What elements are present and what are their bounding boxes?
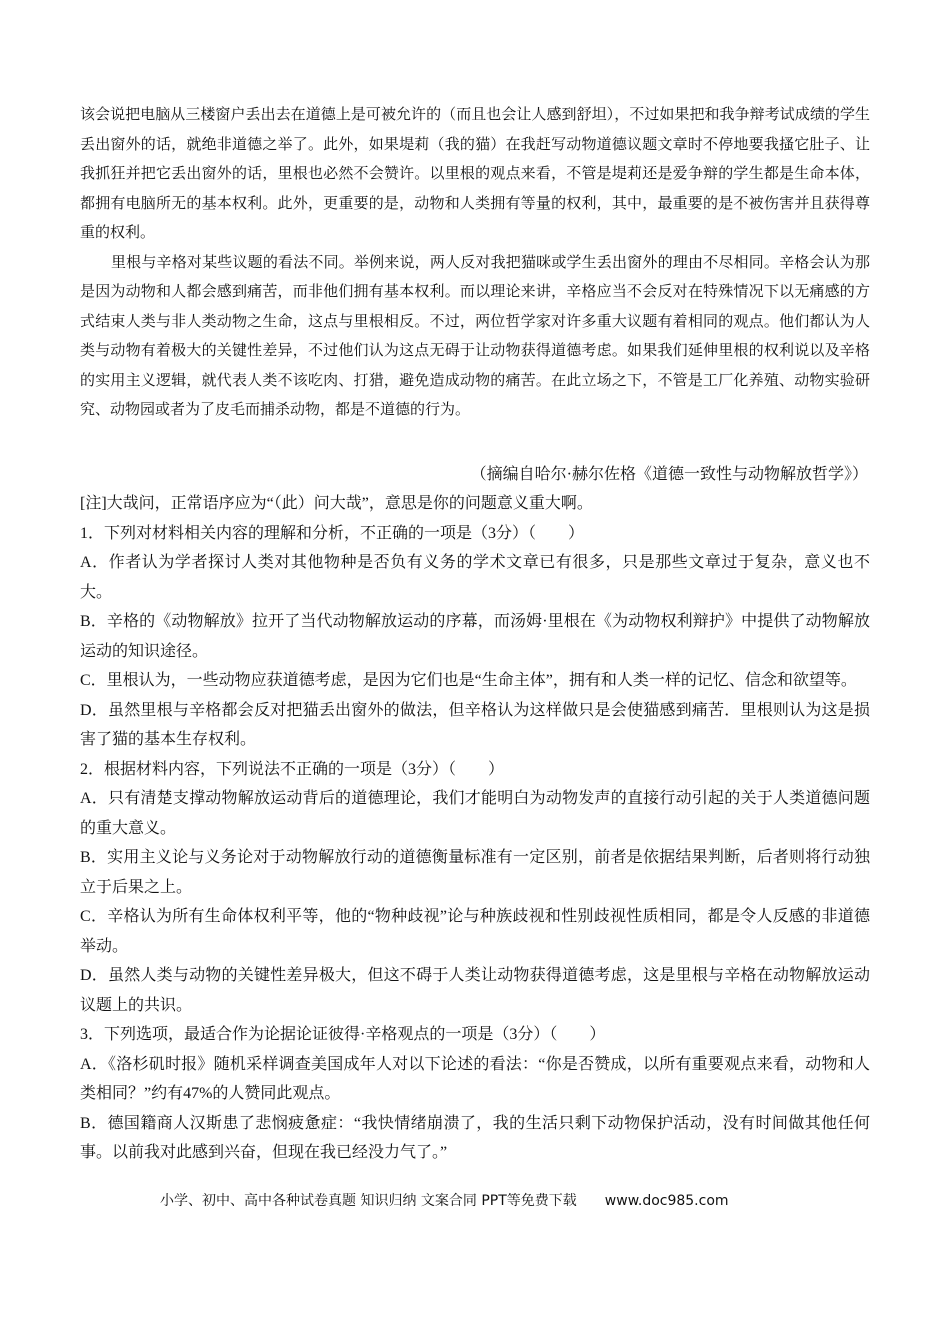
footer-text: 小学、初中、高中各种试卷真题 知识归纳 文案合同 PPT等免费下载 <box>160 1193 577 1209</box>
question-1-option-b: B．辛格的《动物解放》拉开了当代动物解放运动的序幕，而汤姆·里根在《为动物权利辩护》中提供了动物解放运动的知识途径。 <box>80 613 870 660</box>
questions-section <box>80 489 870 1168</box>
passage-text <box>80 100 870 425</box>
footer-site-link[interactable]: www.doc985.com <box>604 1193 729 1209</box>
question-1-option-a: A．作者认为学者探讨人类对其他物种是否负有义务的学术文章已有很多，只是那些文章过于复杂，意义也不大。 <box>80 554 870 601</box>
question-3-stem: 3．下列选项，最适合作为论据论证彼得·辛格观点的一项是（3分）（ ） <box>80 1026 606 1043</box>
question-1-stem: 1．下列对材料相关内容的理解和分析，不正确的一项是（3分）（ ） <box>80 524 585 542</box>
passage-paragraph-2: 里根与辛格对某些议题的看法不同。举例来说，两人反对我把猫咪或学生丢出窗外的理由不尽相同。辛格会认为那是因为动物和人都会感到痛苦，而非他们拥有基本权利。而以理论来讲，辛格应当不会反对在特殊情况下以无痛感的方式结束人类与非人类动物之生命，这点与里根相反。不过，两位哲学家对许多重大议题有着相同的观点。他们都认为人类与动物有着极大的关键性差异，不过他们认为这点无碍于让动物获得道德考虑。如果我们延伸里根的权利说以及辛格的实用主义逻辑，就代表人类不该吃肉、打猎，避免造成动物的痛苦。在此立场之下，不管是工厂化养殖、动物实验研究、动物园或者为了皮毛而捕杀动物，都是不道德的行为。 <box>80 252 870 418</box>
question-2-option-d: D．虽然人类与动物的关键性差异极大，但这不碍于人类让动物获得道德考虑，这是里根与辛格在动物解放运动议题上的共识。 <box>80 967 870 1014</box>
passage-source: （摘编自哈尔·赫尔佐格《道德一致性与动物解放哲学》） <box>470 466 868 483</box>
passage-paragraph-1: 该会说把电脑从三楼窗户丢出去在道德上是可被允许的（而且也会让人感到舒坦），不过如果把和我争辩考试成绩的学生丢出窗外的话，就绝非道德之举了。此外，如果堤莉（我的猫）在我赶写动物道德议题文章时不停地要我搔它肚子、让我抓狂并把它丢出窗外的话，里根也必然不会赞许。以里根的观点来看，不管是堤莉还是爱争辩的学生都是生命本体，都拥有电脑所无的基本权利。此外，更重要的是，动物和人类拥有等量的权利，其中，最重要的是不被伤害并且获得尊重的权利。 <box>80 105 870 241</box>
question-1-option-c: C．里根认为，一些动物应获道德考虑，是因为它们也是“生命主体”，拥有和人类一样的记忆、信念和欲望等。 <box>80 672 857 689</box>
footnote: [注]大哉问，正常语序应为“（此）问大哉”，意思是你的问题意义重大啊。 <box>80 495 593 512</box>
question-2-option-b: B．实用主义论与义务论对于动物解放行动的道德衡量标准有一定区别，前者是依据结果判断，后者则将行动独立于后果之上。 <box>80 849 870 896</box>
question-3-option-b: B．德国籍商人汉斯患了悲悯疲惫症：“我快情绪崩溃了，我的生活只剩下动物保护活动，没有时间做其他任何事。以前我对此感到兴奋，但现在我已经没力气了。” <box>80 1114 870 1161</box>
question-2-option-c: C．辛格认为所有生命体权利平等，他的“物种歧视”论与种族歧视和性别歧视性质相同，都是令人反感的非道德举动。 <box>80 908 870 955</box>
question-2-stem: 2．根据材料内容，下列说法不正确的一项是（3分）（ ） <box>80 760 505 778</box>
page-footer <box>160 1190 840 1210</box>
question-3-option-a: A．《洛杉矶时报》随机采样调查美国成年人对以下论述的看法：“你是否赞成，以所有重要观点来看，动物和人类相同？”约有47%的人赞同此观点。 <box>80 1055 870 1102</box>
question-2-option-a: A．只有清楚支撑动物解放运动背后的道德理论，我们才能明白为动物发声的直接行动引起的关于人类道德问题的重大意义。 <box>80 790 870 837</box>
question-1-option-d: D．虽然里根与辛格都会反对把猫丢出窗外的做法，但辛格认为这样做只是会使猫感到痛苦．里根则认为这是损害了猫的基本生存权利。 <box>80 701 870 748</box>
